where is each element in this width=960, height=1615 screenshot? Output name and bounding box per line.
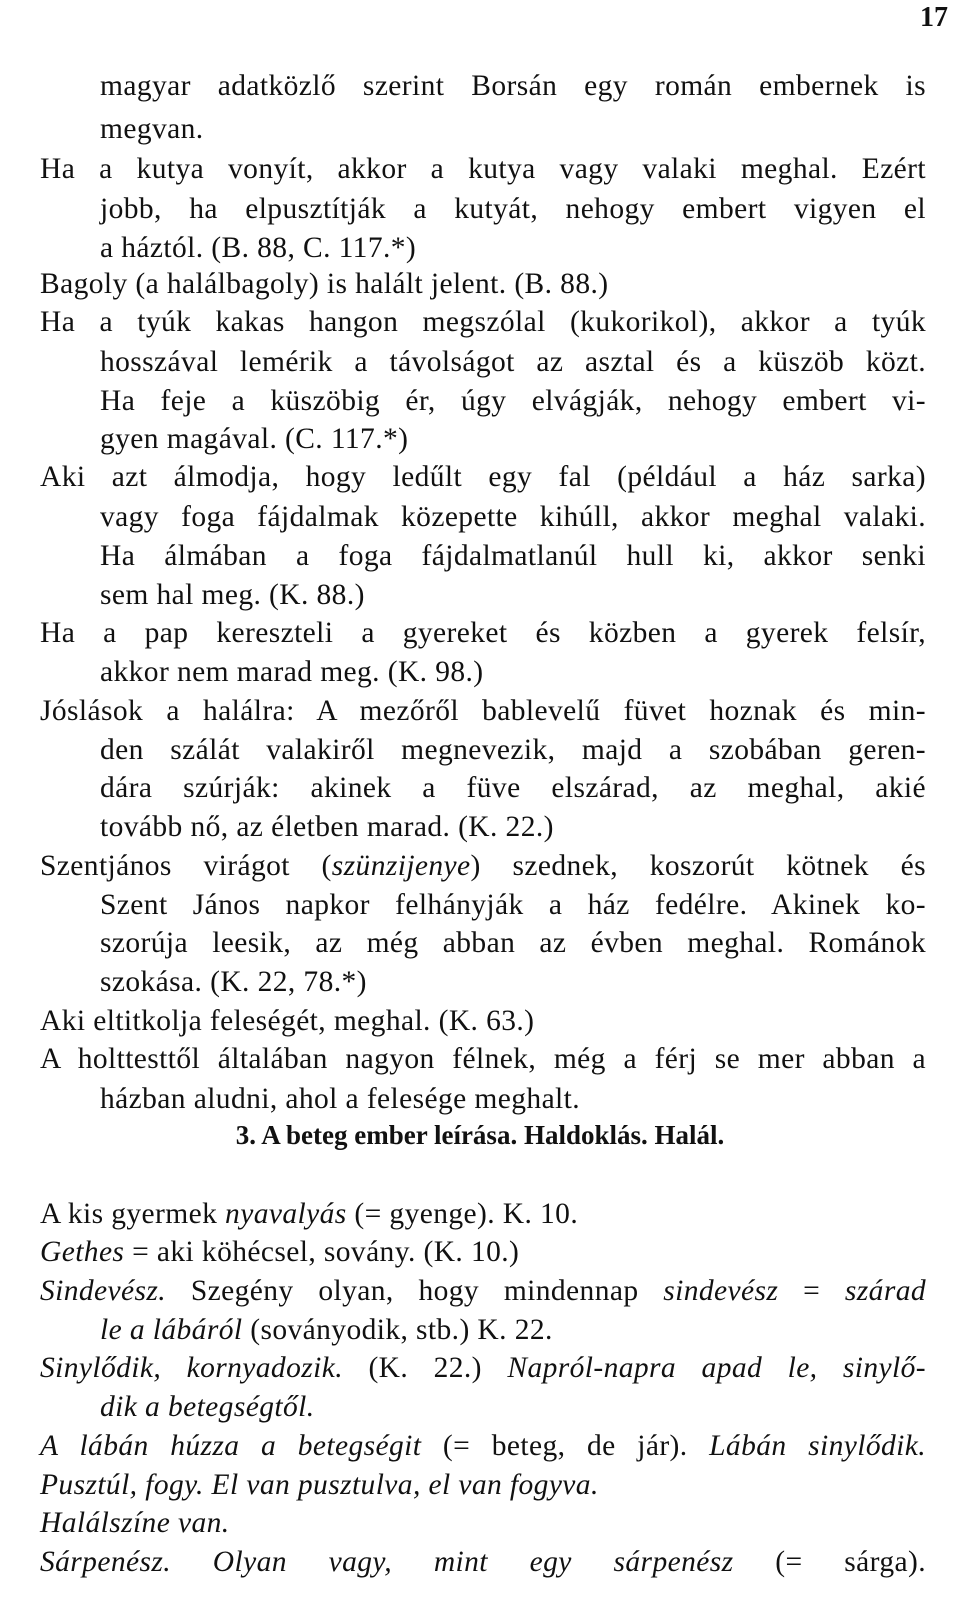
text-line [40,1469,599,1502]
text-line [100,927,926,960]
text-line [40,1546,926,1579]
text-run: hosszával lemérik a távolságot az asztal és a küszöb közt. [100,346,926,378]
text-run: Ha a tyúk kakas hangon megszólal (kukorikol), akkor a tyúk [40,306,926,338]
text-line [100,579,365,612]
text-line [100,1083,580,1116]
text-run: A kis gyermek [40,1198,226,1230]
text-run: szokása. (K. 22, 78.*) [100,966,367,998]
text-line [40,1275,926,1308]
text-run: dára szúrják: akinek a füve elszárad, az meghal, akié [100,772,926,804]
text-line [100,540,926,573]
text-run: házban aludni, ahol a felesége meghalt. [100,1083,581,1115]
text-run: sem hal meg. (K. 88.) [100,579,365,611]
text-run: vagy foga fájdalmak közepette kihúll, akkor meghal valaki. [100,501,926,533]
text-run: Ha feje a küszöbig ér, úgy elvágják, nehogy embert vi- [100,385,926,417]
text-run: Ha a pap kereszteli a gyereket és közben a gyerek felsír, [40,617,926,649]
italic-run: Lábán sinylődik. [709,1430,926,1462]
text-run: Ha a kutya vonyít, akkor a kutya vagy valaki meghal. Ezért [40,153,926,185]
text-run: jobb, ha elpusztítják a kutyát, nehogy embert vigyen el [100,193,926,225]
italic-run: Olyan vagy, mint egy sárpenész [212,1546,734,1578]
text-line [100,811,554,844]
text-run: ) szednek, koszorút kötnek és [470,850,926,882]
text-line [100,1391,314,1424]
text-line [40,1005,534,1038]
text-run: szorúja leesik, az még abban az évben meghal. Románok [100,927,926,959]
text-run [171,1546,213,1578]
text-line [100,423,408,456]
text-line [100,346,926,379]
text-line [40,1507,230,1540]
text-run: Bagoly (a halálbagoly) is halált jelent. (B. 88.) [40,268,609,300]
text-run: Jóslások a halálra: A mezőről bablevelű füvet hoznak és min- [40,695,926,727]
text-line [100,889,926,922]
text-line [100,232,416,265]
text-line [100,772,926,805]
text-line [100,501,926,534]
text-run: Szent János napkor felhányják a ház fedélre. Akinek ko- [100,889,926,921]
text-line [100,1314,553,1347]
text-line [40,1236,519,1269]
italic-run: Pusztúl, fogy. El van pusztulva, el van fogyva. [40,1469,599,1501]
text-run: Ha álmában a foga fájdalmatlanúl hull ki, akkor senki [100,540,926,572]
text-run: a háztól. (B. 88, C. 117.*) [100,232,417,264]
text-run: (soványodik, stb.) K. 22. [242,1314,553,1346]
text-run: (= gyenge). K. 10. [346,1198,579,1230]
text-run: = aki köhécsel, sovány. (K. 10.) [124,1236,520,1268]
text-line [40,1430,926,1463]
page-number: 17 [920,2,948,33]
text-line [40,268,608,301]
italic-run: Sárpenész. [40,1546,172,1578]
text-line [40,1043,926,1076]
text-run: gyen magával. (C. 117.*) [100,423,409,455]
text-run: den szálát valakiről megnevezik, majd a szobában geren- [100,734,926,766]
text-run: Aki azt álmodja, hogy ledűlt egy fal (például a ház sarka) [40,461,926,493]
text-run: Szegény olyan, hogy mindennap [166,1275,664,1307]
italic-run: Sinylődik, kornyadozik. [40,1352,343,1384]
italic-run: Halálszíne van. [40,1507,230,1539]
text-line [40,1198,578,1231]
text-run: Szentjános virágot ( [40,850,332,882]
text-run: megvan. [100,113,204,145]
text-line [40,306,926,339]
italic-run: nyavalyás [225,1198,347,1230]
text-line [100,70,926,103]
section-heading: 3. A beteg ember leírása. Haldoklás. Halál. [235,1120,725,1150]
text-run: A holttesttől általában nagyon félnek, még a férj se mer abban a [40,1043,926,1075]
text-run: (= sárga). [733,1546,926,1578]
italic-run: Napról-napra apad le, sinylő- [507,1352,927,1384]
text-line [40,617,926,650]
text-line [100,966,367,999]
text-run: tovább nő, az életben marad. (K. 22.) [100,811,554,843]
text-line [40,153,926,186]
text-line [100,193,926,226]
italic-run: A lábán húzza a betegségit [40,1430,422,1462]
text-run: Aki eltitkolja feleségét, meghal. (K. 63.) [40,1005,535,1037]
italic-run: Gethes [40,1236,125,1268]
text-run: akkor nem marad meg. (K. 98.) [100,656,484,688]
text-run: (= beteg, de jár). [421,1430,710,1462]
text-run: magyar adatközlő szerint Borsán egy román embernek is [100,70,926,102]
text-run: = [778,1275,845,1307]
italic-run: Sindevész. [40,1275,167,1307]
text-line [40,1352,926,1385]
italic-run: dik a betegségtől. [100,1391,315,1423]
text-line [100,385,926,418]
italic-run: le a lábáról [100,1314,243,1346]
italic-run: szárad [844,1275,926,1307]
italic-run: sindevész [663,1275,779,1307]
text-line [40,461,926,494]
text-line [100,656,484,689]
text-line [40,850,926,883]
italic-run: szünzijenye [331,850,471,882]
text-run: (K. 22.) [342,1352,508,1384]
text-line [40,695,926,728]
text-line [100,734,926,767]
text-line [100,113,204,146]
